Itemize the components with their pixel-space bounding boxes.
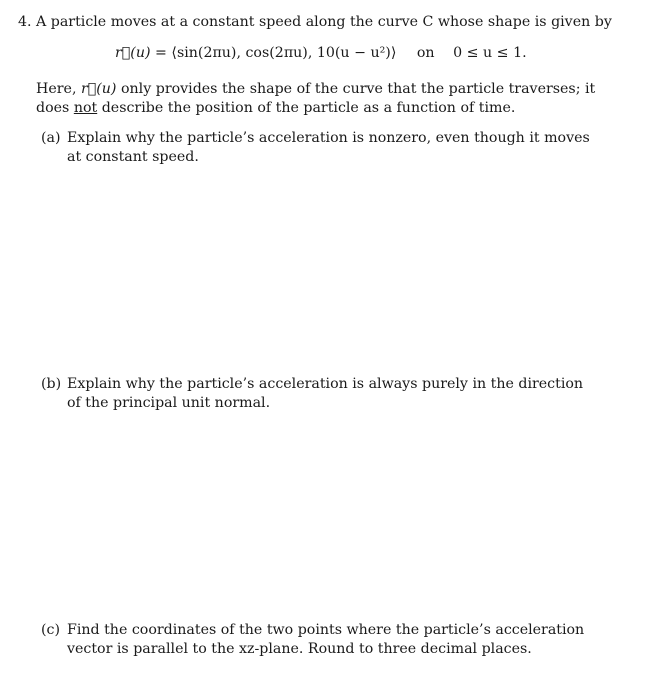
part-a-label: (a) — [41, 130, 61, 146]
equation-on: on — [416, 45, 435, 61]
part-b-label: (b) — [41, 376, 62, 392]
equation-range: 0 ≤ u ≤ 1. — [453, 45, 527, 61]
part-c-text: Find the coordinates of the two points where the particle’s acceleration vector is parallel to the xz-plane. Round to three decimal places. — [67, 622, 585, 657]
note-before: Here, — [36, 81, 81, 97]
note-underlined-word: not — [73, 100, 98, 116]
problem-note — [36, 80, 596, 118]
part-a-text: Explain why the particle’s acceleration is nonzero, even though it moves at constant speed. — [67, 130, 590, 165]
note-middle: only provides the shape of the curve that the particle traverses; it does — [36, 81, 596, 116]
equation-lhs: r⃗(u) = — [115, 45, 167, 61]
problem-intro: A particle moves at a constant speed along the curve C whose shape is given by — [36, 14, 612, 30]
part-c-label: (c) — [41, 622, 61, 638]
curve-equation — [115, 44, 527, 63]
note-after: describe the position of the particle as a function of time. — [97, 100, 516, 116]
problem-number: 4. — [18, 14, 32, 30]
equation-rhs: ⟨sin(2πu), cos(2πu), 10(u − u²)⟩ — [171, 45, 397, 61]
part-b-text: Explain why the particle’s acceleration is always purely in the direction of the principal unit normal. — [67, 376, 584, 411]
note-symbol: r⃗(u) — [80, 81, 117, 97]
